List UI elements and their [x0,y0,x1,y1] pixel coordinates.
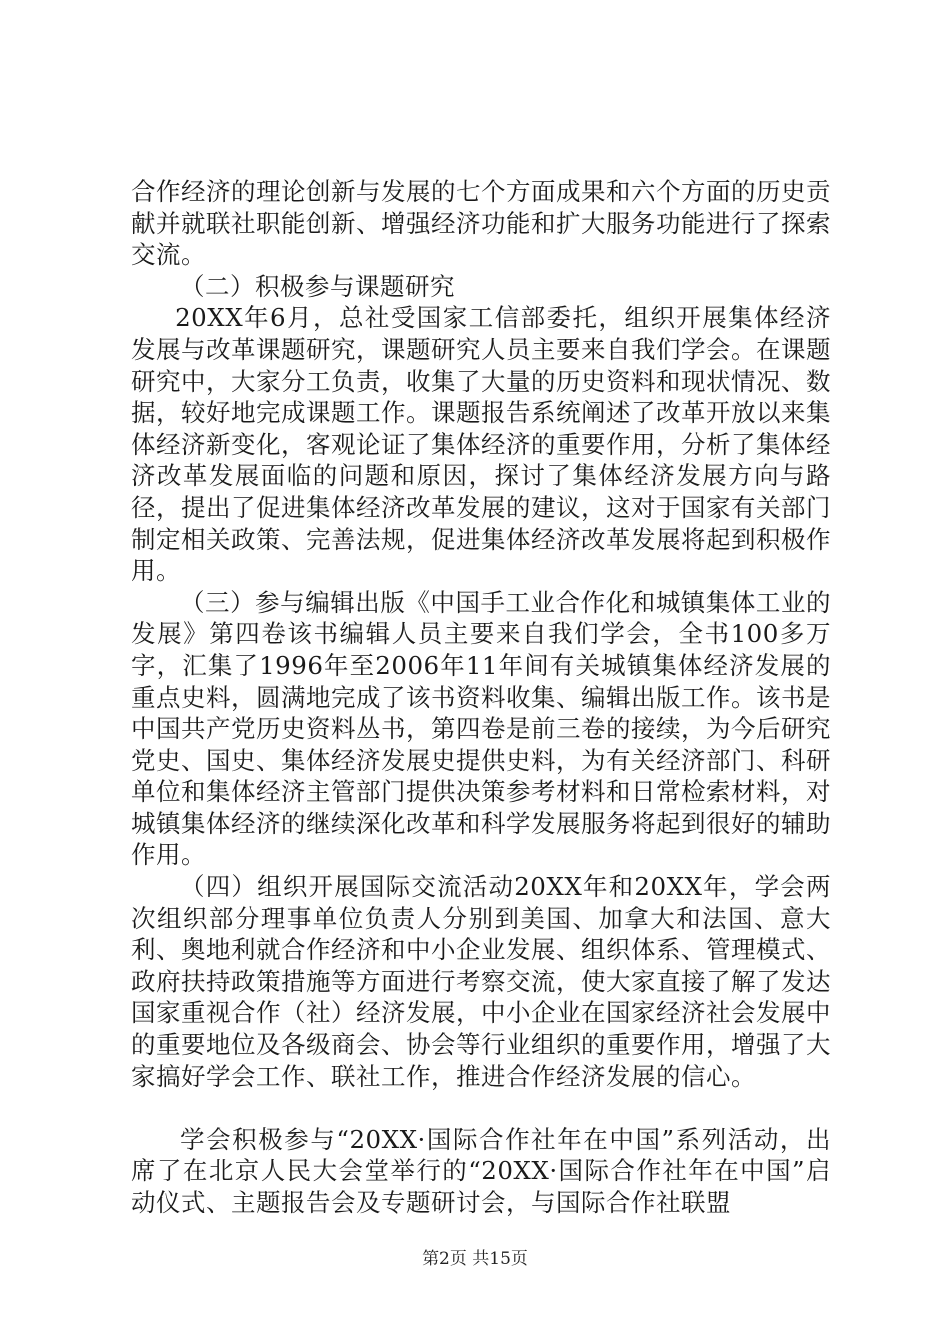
document-body [131,176,831,1219]
section-heading-2: （二）积极参与课题研究 [180,271,455,301]
paragraph-continuation: 合作经济的理论创新与发展的七个方面成果和六个方面的历史贡献并就联社职能创新、增强经济功能和扩大服务功能进行了探索交流。 [131,177,831,270]
paragraph-publication: （三）参与编辑出版《中国手工业合作化和城镇集体工业的发展》第四卷该书编辑人员主要来自我们学会，全书100多万字，汇集了1996年至2006年11年间有关城镇集体经济发展的重点史料，圆满地完成了该书资料收集、编辑出版工作。该书是中国共产党历史资料丛书，第四卷是前三卷的接续，为今后研究党史、国史、集体经济发展史提供史料，为有关经济部门、科研单位和集体经济主管部门提供决策参考材料和日常检索材料，对城镇集体经济的继续深化改革和科学发展服务将起到很好的辅助作用。 [131,587,831,870]
paragraph-cooperative-year: 学会积极参与“20XX·国际合作社年在中国”系列活动，出席了在北京人民大会堂举行的“20XX·国际合作社年在中国”启动仪式、主题报告会及专题研讨会，与国际合作社联盟 [131,1124,831,1217]
paragraph-international: （四）组织开展国际交流活动20XX年和20XX年，学会两次组织部分理事单位负责人分别到美国、加拿大和法国、意大利、奥地利就合作经济和中小企业发展、组织体系、管理模式、政府扶持政策措施等方面进行考察交流，使大家直接了解了发达国家重视合作（社）经济发展，中小企业在国家经济社会发展中的重要地位及各级商会、协会等行业组织的重要作用，增强了大家搞好学会工作、联社工作，推进合作经济发展的信心。 [131,872,831,1091]
paragraph-research: 20XX年6月，总社受国家工信部委托，组织开展集体经济发展与改革课题研究，课题研究人员主要来自我们学会。在课题研究中，大家分工负责，收集了大量的历史资料和现状情况、数据，较好地完成课题工作。课题报告系统阐述了改革开放以来集体经济新变化，客观论证了集体经济的重要作用，分析了集体经济改革发展面临的问题和原因，探讨了集体经济发展方向与路径，提出了促进集体经济改革发展的建议，这对于国家有关部门制定相关政策、完善法规，促进集体经济改革发展将起到积极作用。 [131,303,831,586]
paragraph-gap [131,1092,831,1124]
page-number-footer: 第2页 共15页 [422,1249,528,1269]
